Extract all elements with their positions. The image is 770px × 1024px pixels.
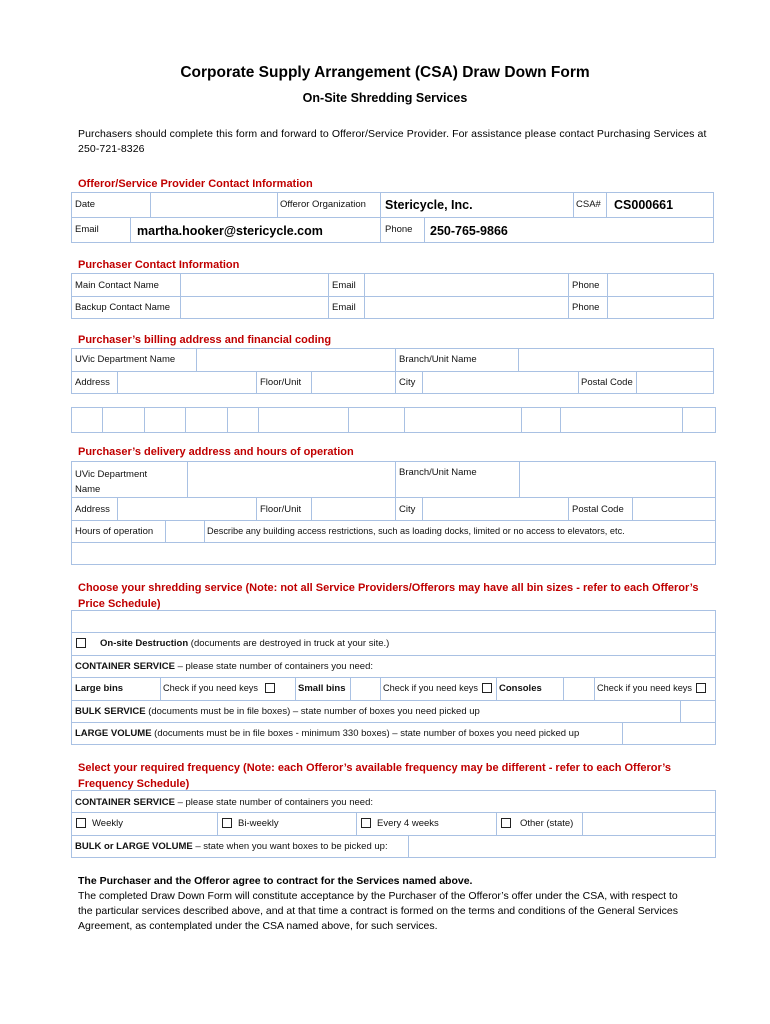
large-volume-label [75, 728, 579, 739]
delivery-dept-label: UVic Department Name [75, 469, 148, 495]
backup-phone-label: Phone [572, 302, 600, 313]
freq-container-desc: – please state number of containers you need: [174, 797, 373, 808]
bulk-service-desc: (documents must be in file boxes) – state number of boxes you need picked up [145, 706, 480, 717]
consoles-keys-checkbox[interactable] [696, 683, 706, 693]
shredding-heading: Choose your shredding service (Note: not all Service Providers/Offerors may have all bin sizes - refer to each Offeror’s Price Schedule) [78, 582, 699, 610]
offeror-phone-label: Phone [385, 224, 413, 235]
billing-address-label: Address [75, 377, 110, 388]
offeror-email-label: Email [75, 224, 99, 235]
billing-postal-label: Postal Code [581, 377, 633, 388]
bulk-service-label [75, 706, 480, 717]
every-4-weeks-checkbox[interactable] [361, 818, 371, 828]
onsite-destruction-desc: (documents are destroyed in truck at your site.) [188, 638, 390, 649]
access-restrictions-label: Describe any building access restrictions, such as loading docks, limited or no access to elevators, etc. [207, 526, 625, 536]
offeror-org-label: Offeror Organization [280, 199, 366, 210]
main-phone-field[interactable] [608, 274, 713, 296]
consoles-label: Consoles [499, 683, 542, 694]
other-label: Other (state) [520, 818, 574, 829]
main-phone-label: Phone [572, 280, 600, 291]
container-service-title: CONTAINER SERVICE [75, 661, 175, 672]
purchaser-heading: Purchaser Contact Information [78, 259, 240, 271]
hours-field[interactable] [166, 521, 204, 542]
small-bins-keys-label: Check if you need keys [383, 683, 478, 693]
billing-branch-label: Branch/Unit Name [399, 354, 477, 365]
billing-branch-field[interactable] [519, 349, 713, 371]
backup-contact-label: Backup Contact Name [75, 302, 171, 313]
bulk-service-title: BULK SERVICE [75, 706, 146, 717]
delivery-city-field[interactable] [423, 498, 568, 520]
offeror-email-field[interactable]: martha.hooker@stericycle.com [137, 224, 323, 238]
shredding-blank-row[interactable] [72, 611, 715, 632]
hours-label: Hours of operation [75, 526, 154, 537]
weekly-label: Weekly [92, 818, 123, 829]
offeror-date-label: Date [75, 199, 96, 210]
large-volume-desc: (documents must be in file boxes - minimum 330 boxes) – state number of boxes you need picked up [151, 728, 580, 739]
agreement-heading: The Purchaser and the Offeror agree to contract for the Services named above. [78, 875, 473, 887]
small-bins-label: Small bins [298, 683, 346, 694]
offeror-org-field[interactable]: Stericycle, Inc. [385, 198, 473, 212]
onsite-destruction-checkbox[interactable] [76, 638, 86, 648]
delivery-postal-field[interactable] [633, 498, 715, 520]
offeror-date-field[interactable] [151, 193, 277, 217]
agreement-body: The completed Draw Down Form will constitute acceptance by the Purchaser of the Offeror’s offer under the CSA, with respect to the particular services described above, and at that time a contract is formed on the terms and conditions of the General Services Agreement, as contemplated under the CSA named above, for such services. [78, 890, 678, 932]
biweekly-checkbox[interactable] [222, 818, 232, 828]
freq-bulk-field[interactable] [409, 836, 715, 857]
onsite-destruction-title: On-site Destruction [100, 638, 189, 649]
onsite-destruction-label [100, 638, 389, 649]
delivery-branch-label: Branch/Unit Name [399, 467, 477, 478]
backup-email-label: Email [332, 302, 356, 313]
billing-city-label: City [399, 377, 416, 388]
delivery-branch-field[interactable] [520, 462, 715, 497]
billing-dept-field[interactable] [197, 349, 395, 371]
freq-container-label [75, 797, 373, 808]
financial-coding-row[interactable] [72, 408, 715, 432]
delivery-postal-label: Postal Code [572, 504, 624, 515]
main-email-field[interactable] [365, 274, 568, 296]
container-service-desc: – please state number of containers you need: [174, 661, 373, 672]
delivery-heading: Purchaser’s delivery address and hours of operation [78, 446, 354, 458]
backup-phone-field[interactable] [608, 297, 713, 318]
backup-email-field[interactable] [365, 297, 568, 318]
billing-floor-label: Floor/Unit [260, 377, 302, 388]
billing-address-field[interactable] [118, 372, 256, 393]
main-contact-field[interactable] [181, 274, 328, 296]
billing-floor-field[interactable] [312, 372, 395, 393]
delivery-city-label: City [399, 504, 416, 515]
billing-city-field[interactable] [423, 372, 578, 393]
large-volume-title: LARGE VOLUME [75, 728, 152, 739]
every-4-weeks-label: Every 4 weeks [377, 818, 439, 829]
other-checkbox[interactable] [501, 818, 511, 828]
form-title: Corporate Supply Arrangement (CSA) Draw Down Form [180, 64, 590, 81]
frequency-heading: Select your required frequency (Note: each Offeror’s available frequency may be different - refer to each Offeror’s Frequency Schedule) [78, 762, 671, 790]
large-volume-count-field[interactable] [623, 723, 715, 744]
billing-dept-label: UVic Department Name [75, 354, 176, 365]
large-bins-count-field[interactable] [124, 679, 160, 699]
large-bins-keys-label: Check if you need keys [163, 683, 258, 693]
delivery-address-field[interactable] [118, 498, 256, 520]
offeror-csa-label: CSA# [576, 199, 601, 210]
biweekly-label: Bi-weekly [238, 818, 279, 829]
freq-bulk-desc: – state when you want boxes to be picked up: [192, 841, 388, 852]
delivery-floor-label: Floor/Unit [260, 504, 302, 515]
billing-heading: Purchaser’s billing address and financial coding [78, 334, 332, 346]
weekly-checkbox[interactable] [76, 818, 86, 828]
freq-bulk-title: BULK or LARGE VOLUME [75, 841, 193, 852]
offeror-csa-field[interactable]: CS000661 [614, 198, 674, 212]
small-bins-count-field[interactable] [351, 679, 380, 699]
delivery-address-label: Address [75, 504, 110, 515]
bulk-service-count-field[interactable] [681, 701, 715, 722]
freq-container-title: CONTAINER SERVICE [75, 797, 175, 808]
access-restrictions-field[interactable] [72, 543, 715, 564]
small-bins-keys-checkbox[interactable] [482, 683, 492, 693]
delivery-dept-field[interactable] [188, 462, 395, 497]
offeror-heading: Offeror/Service Provider Contact Information [78, 178, 313, 190]
backup-contact-field[interactable] [181, 297, 328, 318]
billing-postal-field[interactable] [637, 372, 713, 393]
main-contact-label: Main Contact Name [75, 280, 159, 291]
offeror-phone-field[interactable]: 250-765-9866 [430, 224, 508, 238]
container-service-label [75, 661, 373, 672]
main-email-label: Email [332, 280, 356, 291]
large-bins-label: Large bins [75, 683, 124, 694]
other-frequency-field[interactable] [583, 813, 715, 835]
consoles-count-field[interactable] [564, 679, 594, 699]
consoles-keys-label: Check if you need keys [597, 683, 692, 693]
large-bins-keys-checkbox[interactable] [265, 683, 275, 693]
delivery-floor-field[interactable] [312, 498, 395, 520]
form-subtitle: On-Site Shredding Services [302, 91, 468, 105]
freq-bulk-label [75, 841, 388, 852]
intro-text: Purchasers should complete this form and forward to Offeror/Service Provider. For assistance please contact Purchasing Services at 250-721-8326 [78, 128, 707, 155]
